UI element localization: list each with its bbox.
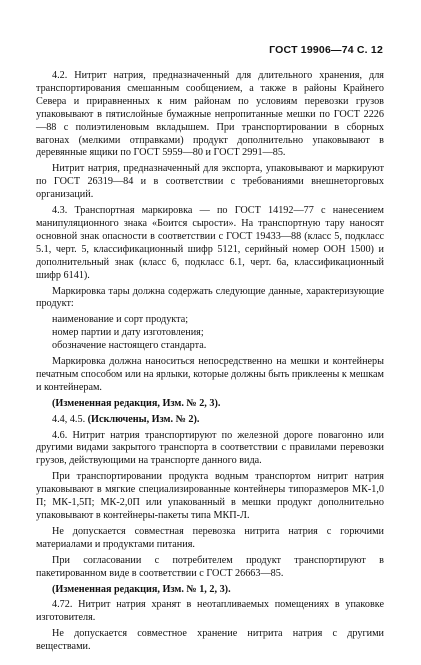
amendment-note-1 (36, 398, 384, 411)
paragraph-no-joint-transport: Не допускается совместная перевозка нитрита натрия с горючими материалами и продуктами питания. (36, 525, 384, 550)
paragraph-water-transport: При транспортировании продукта водным транспортом нитрит натрия упаковывают в мягкие специализированные контейнеры типоразмеров МК-1,0 П; МК-1,5П; МК-2,0П или упакованный в мешки продукт дополнительно упаковывают в контейнеры-пакеты типа МКП-Л. (36, 471, 384, 521)
list-item-name: наименование и сорт продукта; (52, 314, 189, 326)
list-item-batch: номер партии и дату изготовления; (52, 327, 204, 339)
paragraph-no-joint-storage: Не допускается совместное хранение нитрита натрия с другими веществами. (36, 628, 384, 653)
excluded-note: (Исключены, Изм. № 2). (87, 413, 200, 425)
paragraph-4-4-4-5-text: 4.4, 4.5. (Исключены, Изм. № 2). (52, 413, 200, 425)
paragraph-4-72: 4.72. Нитрит натрия хранят в неотапливаемых помещениях в упаковке изготовителя. (36, 599, 384, 624)
paragraph-4-3: 4.3. Транспортная маркировка — по ГОСТ 14192—77 с нанесением манипуляционного знака «Боится сырости». На транспортную тару наносят основной знак опасности в соответствии с ГОСТ 19433—88 (класс 5, подкласс 5.1, черт. 5, классификационный шифр 5121, серийный номер ООН 1500) и дополнительный знак (класс 6, подкласс 6.1, черт. 6а, классификационный шифр 6141). (36, 205, 384, 281)
paragraph-marking-intro: Маркировка тары должна содержать следующие данные, характеризующие продукт: (36, 285, 384, 310)
paragraph-4-6: 4.6. Нитрит натрия транспортируют по железной дороге повагонно или другими видами закрытого транспорта в соответствии с правилами перевозки грузов, действующими на транспорте данного вида. (36, 429, 384, 467)
document-body (36, 70, 384, 654)
paragraph-4-4-4-5 (36, 414, 384, 427)
list-item-standard: обозначение настоящего стандарта. (52, 340, 207, 352)
paragraph-marking-method: Маркировка должна наноситься непосредственно на мешки и контейнеры печатным способом или на ярлыки, которые должны быть приклеены к мешкам и контейнерам. (36, 356, 384, 393)
page-header: ГОСТ 19906—74 С. 12 (269, 44, 383, 56)
amendment-note-2 (36, 584, 384, 597)
paragraph-packaged-transport: При согласовании с потребителем продукт транспортируют в пакетированном виде в соответствии с ГОСТ 26663—85. (36, 554, 384, 579)
amendment-note-1-text: (Измененная редакция, Изм. № 2, 3). (52, 397, 221, 409)
paragraph-export: Нитрит натрия, предназначенный для экспорта, упаковывают и маркируют по ГОСТ 26319—84 и в соответствии с требованиями внешнеторговых организаций. (36, 163, 384, 201)
paragraph-4-2: 4.2. Нитрит натрия, предназначенный для длительного хранения, для транспортирования смешанным сообщением, а также в районы Крайнего Севера и приравненных к ним районам по условиям перевозки грузов упаковывают в пятислойные бумажные непропитанные мешки по ГОСТ 2226—88 с полиэтиленовым вкладышем. При транспортировании в сборных вагонах (мелкими отправками) продукт дополнительно упаковывают в деревянные ящики по ГОСТ 5959—80 и ГОСТ 2991—85. (36, 70, 384, 159)
amendment-note-2-text: (Измененная редакция, Изм. № 1, 2, 3). (52, 583, 231, 595)
